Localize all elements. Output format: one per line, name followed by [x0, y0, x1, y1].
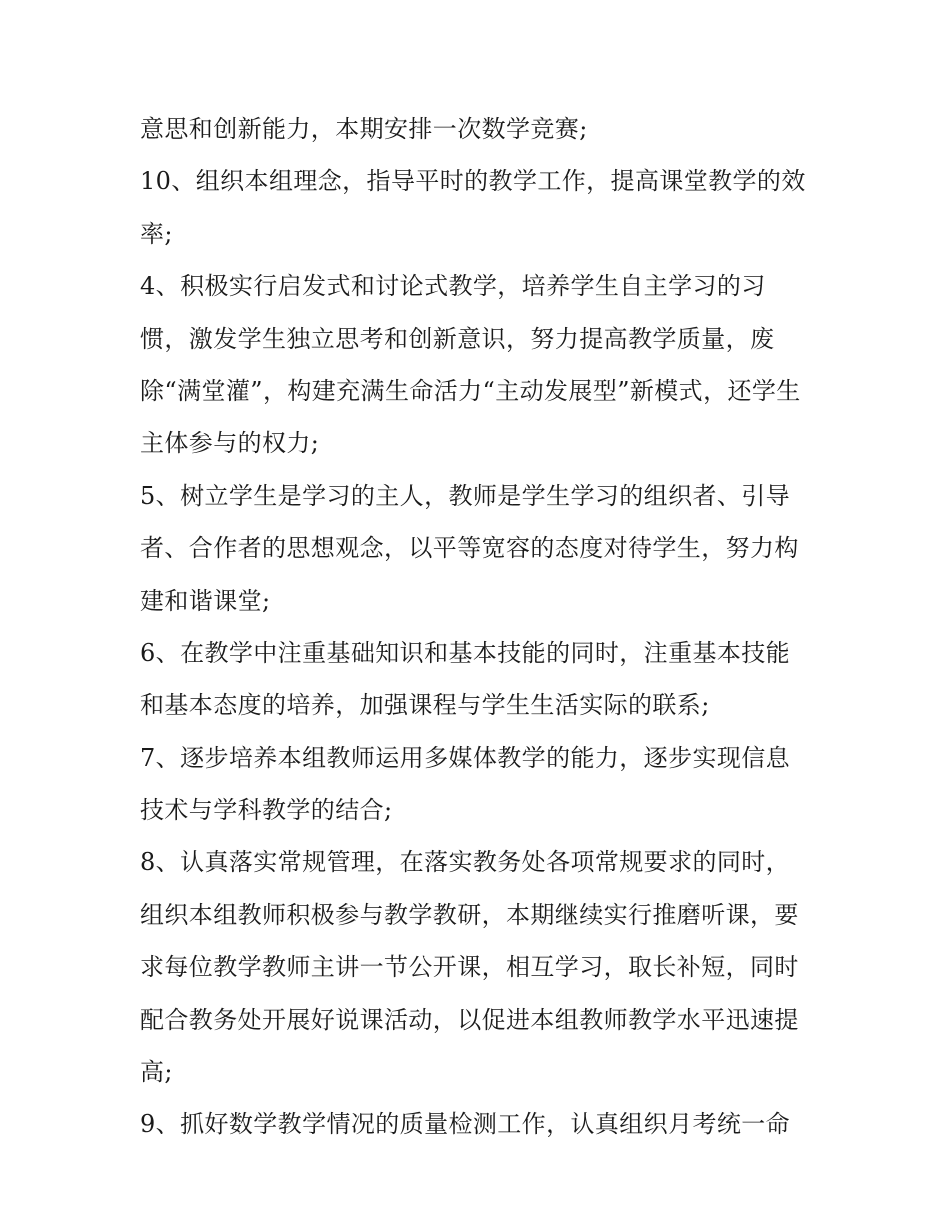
text-line: 率;	[140, 219, 173, 248]
text-line: 求每位教学教师主讲一节公开课，相互学习，取长补短，同时	[140, 953, 799, 982]
text-line: 建和谐课堂;	[140, 586, 271, 615]
text-line: 主体参与的权力;	[140, 429, 320, 458]
text-line: 意思和创新能力，本期安排一次数学竞赛;	[140, 115, 588, 143]
text-line: 者、合作者的思想观念，以平等宽容的态度对待学生，努力构	[140, 534, 799, 563]
text-line: 9、抓好数学教学情况的质量检测工作，认真组织月考统一命	[140, 1110, 791, 1139]
text-line: 5、树立学生是学习的主人，教师是学生学习的组织者、引导	[140, 481, 791, 510]
text-line: 组织本组教师积极参与教学教研，本期继续实行推磨听课，要	[140, 900, 799, 929]
text-line: 除“满堂灌”，构建充满生命活力“主动发展型”新模式，还学生	[140, 376, 801, 405]
text-line: 8、认真落实常规管理，在落实教务处各项常规要求的同时，	[140, 848, 791, 877]
text-line: 配合教务处开展好说课活动，以促进本组教师教学水平迅速提	[140, 1005, 799, 1034]
document-body	[140, 103, 820, 1151]
text-line: 惯，激发学生独立思考和创新意识，努力提高教学质量，废	[140, 324, 775, 353]
text-line: 4、积极实行启发式和讨论式教学，培养学生自主学习的习	[140, 272, 766, 301]
text-line: 和基本态度的培养，加强课程与学生生活实际的联系;	[140, 691, 710, 720]
text-line: 6、在教学中注重基础知识和基本技能的同时，注重基本技能	[140, 638, 791, 667]
text-line: 技术与学科教学的结合;	[140, 796, 393, 825]
text-line: 7、逐步培养本组教师运用多媒体教学的能力，逐步实现信息	[140, 743, 791, 772]
text-line: 高;	[140, 1058, 173, 1087]
text-line: 10、组织本组理念，指导平时的教学工作，提高课堂教学的效	[140, 167, 806, 196]
